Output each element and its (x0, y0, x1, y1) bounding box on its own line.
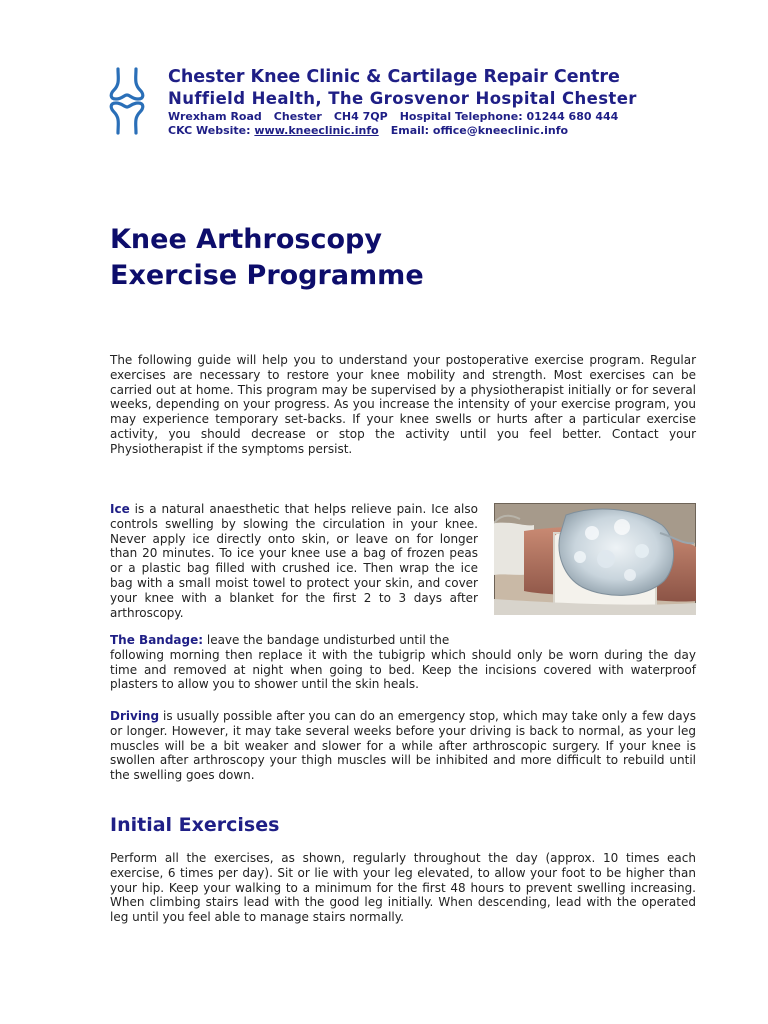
hospital-name: Nuffield Health, The Grosvenor Hospital Chester (168, 89, 637, 108)
document-title-line-2: Exercise Programme (110, 260, 424, 291)
bandage-keyword: The Bandage: (110, 633, 204, 647)
knee-joint-logo-icon (106, 66, 148, 136)
address-line (168, 110, 637, 124)
ice-keyword: Ice (110, 502, 130, 516)
website-label: CKC Website: (168, 124, 251, 137)
bandage-text-line-1: leave the bandage undisturbed until the (203, 633, 450, 647)
bandage-text-rest: following morning then replace it with the tubigrip which should only be worn during the day time and removed at night when going to bed. Keep the incisions covered with waterproof plasters to allow you to shower until the skin heals. (110, 647, 696, 692)
ice-text: is a natural anaesthetic that helps relieve pain. Ice also controls swelling by slowing the circulation in your knee. Never apply ice directly onto skin, or leave on for longer than 20 minutes. To ice your knee use a bag of frozen peas or a plastic bag filled with crushed ice. Then wrap the ice bag with a small moist towel to protect your skin, and cover your knee with a blanket for the first 2 to 3 days after arthroscopy. (110, 502, 478, 620)
document-title (110, 222, 424, 294)
knee-ice-pack-photo (494, 503, 696, 615)
hospital-telephone: Hospital Telephone: 01244 680 444 (399, 110, 619, 123)
document-title-line-1: Knee Arthroscopy (110, 224, 382, 255)
clinic-name: Chester Knee Clinic & Cartilage Repair Centre (168, 67, 620, 87)
initial-exercises-paragraph: Perform all the exercises, as shown, regularly throughout the day (approx. 10 times each exercise, 6 times per day). Sit or lie with your leg elevated, to allow your foot to be higher than your hip. Keep your walking to a minimum for the first 48 hours to prevent swelling increasing. When climbing stairs lead with the good leg initially. When descending, lead with the operated leg until you feel able to manage stairs normally. (110, 851, 696, 925)
intro-paragraph: The following guide will help you to understand your postoperative exercise program. Regular exercises are necessary to restore your knee mobility and strength. Most exercises can be carried out at home. This program may be supervised by a physiotherapist initially or for several weeks, depending on your progress. As you increase the intensity of your exercise program, you may experience temporary set-backs. If your knee swells or hurts after a particular exercise activity, you should decrease or stop the activity until you feel better. Contact your Physiotherapist if the symptoms persist. (110, 353, 696, 456)
address-road: Wrexham Road (168, 110, 262, 123)
email-address[interactable]: Email: office@kneeclinic.info (390, 124, 569, 137)
ice-paragraph (110, 502, 478, 620)
driving-text: is usually possible after you can do an emergency stop, which may take only a few days or longer. However, it may take several weeks before your driving is back to normal, as your leg muscles will be a bit weaker and slower for a while after arthroscopic surgery. If your knee is swollen after arthroscopy your thigh muscles will be inhibited and more difficult to rebuild until the swelling goes down. (110, 709, 696, 783)
driving-keyword: Driving (110, 709, 160, 723)
driving-paragraph (110, 709, 696, 783)
address-town: Chester (273, 110, 322, 123)
section-heading-initial-exercises: Initial Exercises (110, 814, 280, 836)
contact-line (168, 124, 637, 138)
address-postcode: CH4 7QP (333, 110, 388, 123)
letterhead-text (168, 66, 637, 138)
website-link[interactable]: www.kneeclinic.info (254, 124, 379, 137)
letterhead (106, 66, 706, 146)
bandage-paragraph (110, 633, 696, 692)
